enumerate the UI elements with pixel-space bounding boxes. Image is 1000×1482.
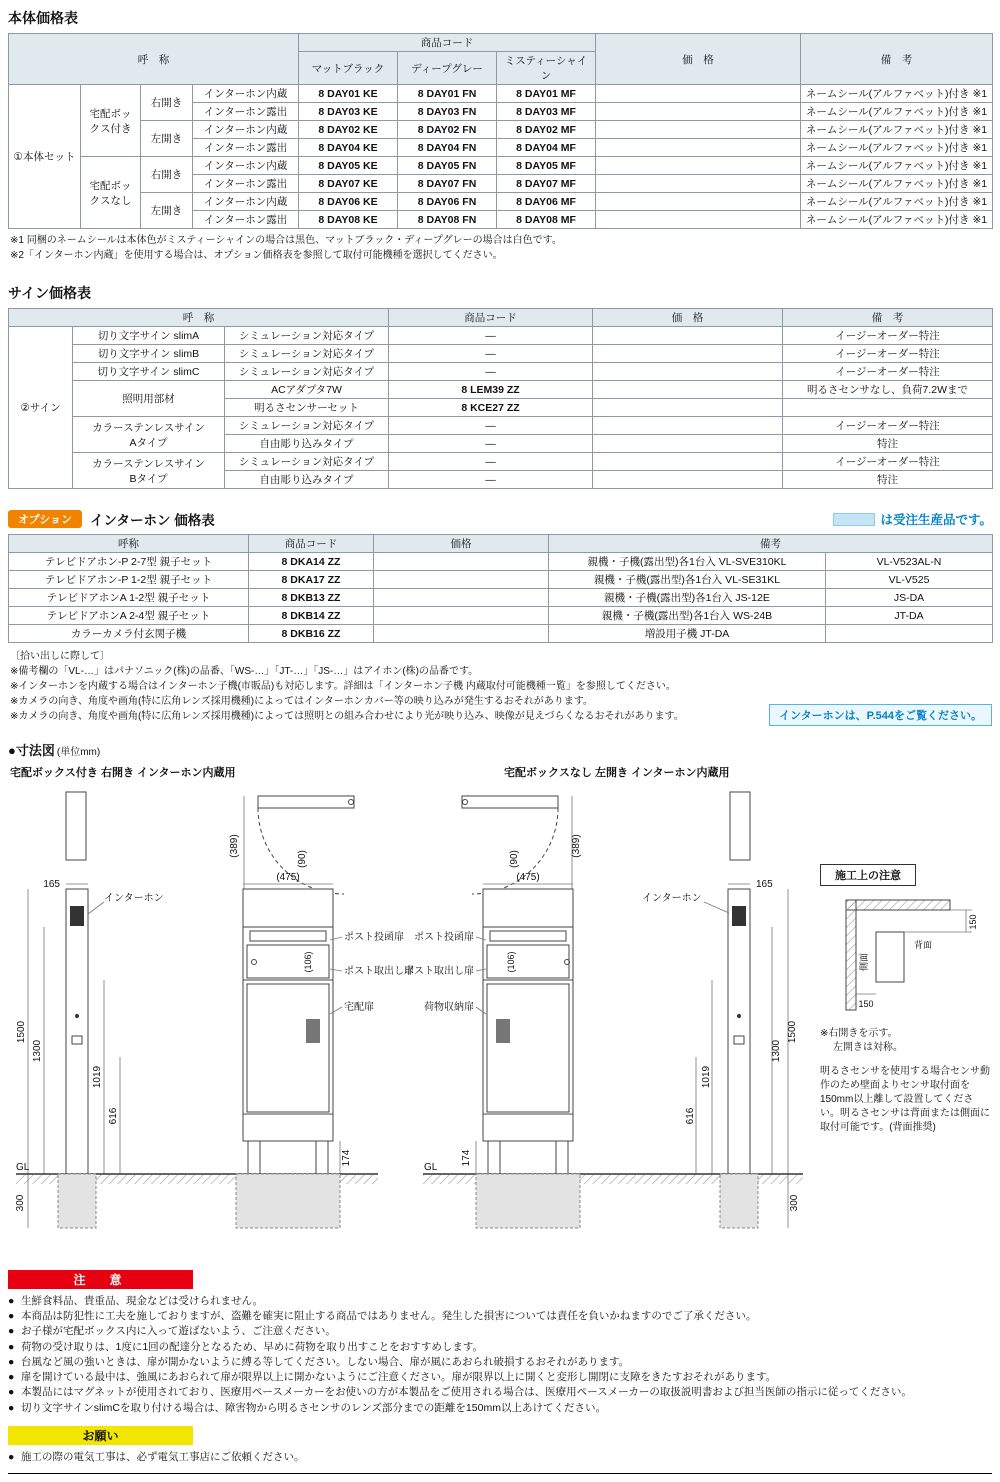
dim-106: (106) xyxy=(506,951,516,973)
table-row xyxy=(9,157,993,175)
remark-cell: VL-V523AL-N xyxy=(826,553,993,571)
box-cell: 宅配ボックスなし xyxy=(81,157,141,229)
footnote: ※インターホンを内蔵する場合はインターホン子機(市販品)も対応します。詳細は「インターホン子機 内蔵取付可能機種一覧」を参照してください。 xyxy=(10,681,676,692)
dim-389: (389) xyxy=(571,834,582,858)
post-takeout-label: ポスト取出し扉 xyxy=(404,966,474,977)
remark-cell: JT-DA xyxy=(826,607,993,625)
dim-1019: 1019 xyxy=(92,1065,103,1089)
dim-1500: 1500 xyxy=(16,1020,27,1044)
code-cell: — xyxy=(389,453,593,471)
code-cell: 8 DAY02 FN xyxy=(398,121,497,139)
type-cell: 自由彫り込みタイプ xyxy=(225,435,389,453)
dim-1300: 1300 xyxy=(771,1039,782,1063)
price-cell xyxy=(593,399,783,417)
name-cell: カラーステンレスサイン Aタイプ xyxy=(73,417,225,453)
box-cell: 宅配ボックス付き xyxy=(81,85,141,157)
dimension-heading xyxy=(8,740,992,760)
name-cell: 切り文字サイン slimB xyxy=(73,345,225,363)
dim-150-side: 150 xyxy=(858,999,874,1009)
table-row xyxy=(9,85,993,103)
dim-90: (90) xyxy=(509,850,520,868)
footnote: ※備考欄の「VL-…」はパナソニック(株)の品番、「WS-…」「JT-…」「JS-…」はアイホン(株)の品番です。 xyxy=(10,666,479,677)
remark-cell: イージーオーダー特注 xyxy=(783,453,993,471)
intercom-unit xyxy=(70,906,84,926)
price-cell xyxy=(596,103,801,121)
remark-header: 備 考 xyxy=(783,309,993,327)
remark-cell xyxy=(783,399,993,417)
price-cell xyxy=(596,193,801,211)
table-row xyxy=(9,327,993,345)
remark-cell: イージーオーダー特注 xyxy=(783,417,993,435)
code-cell: 8 DAY03 MF xyxy=(497,103,596,121)
construction-notes-panel xyxy=(820,864,992,1135)
dim-150-top: 150 xyxy=(968,914,978,930)
type-cell: シミュレーション対応タイプ xyxy=(225,363,389,381)
footnote: ※1 同梱のネームシールは本体色がミスティーシャインの場合は黒色、マットブラック・ディープグレーの場合は白色です。 xyxy=(10,235,562,246)
code-cell: 8 DAY01 FN xyxy=(398,85,497,103)
remark-cell: ネームシール(アルファベット)付き ※1 xyxy=(801,175,993,193)
page-bottom-rule xyxy=(8,1473,992,1474)
intercom-label: インターホン xyxy=(642,893,702,904)
name-cell: テレビドアホンA 2-4型 親子セット xyxy=(9,607,249,625)
name-header: 呼称 xyxy=(9,535,249,553)
made-to-order-legend xyxy=(833,510,992,528)
dim-1300: 1300 xyxy=(32,1039,43,1063)
construction-figure xyxy=(820,894,992,1022)
dim-300: 300 xyxy=(15,1194,26,1212)
dir-cell: 右開き xyxy=(141,157,193,193)
main-price-title: 本体価格表 xyxy=(8,10,78,26)
left-drawing-caption: 宅配ボックス付き 右開き インターホン内蔵用 xyxy=(10,767,236,779)
list-item: ● 荷物の受け取りは、1度に1回の配達分となるため、早めに荷物を取り出すことをおすすめします。 xyxy=(8,1340,484,1353)
option-tag: オプション xyxy=(8,510,82,528)
code-cell: 8 DKB14 ZZ xyxy=(249,607,374,625)
type-cell: シミュレーション対応タイプ xyxy=(225,345,389,363)
dim-616: 616 xyxy=(108,1107,119,1125)
type-cell: インターホン露出 xyxy=(193,103,299,121)
construction-title: 施工上の注意 xyxy=(820,864,916,886)
dim-174: 174 xyxy=(461,1149,472,1167)
price-cell xyxy=(593,345,783,363)
price-cell xyxy=(593,327,783,345)
post-takeout-label: ポスト取出し扉 xyxy=(344,966,414,977)
table-row xyxy=(9,345,993,363)
code-cell: — xyxy=(389,363,593,381)
code-cell: — xyxy=(389,471,593,489)
dim-389: (389) xyxy=(229,834,240,858)
table-row xyxy=(9,589,993,607)
intercom-unit xyxy=(732,906,746,926)
code-cell: 8 DAY03 FN xyxy=(398,103,497,121)
price-header: 価格 xyxy=(374,535,549,553)
intercom-table-title: インターホン 価格表 xyxy=(90,513,215,528)
price-header: 価 格 xyxy=(596,34,801,85)
code-cell: 8 DAY05 KE xyxy=(299,157,398,175)
right-drawing-caption: 宅配ボックスなし 左開き インターホン内蔵用 xyxy=(504,767,730,779)
dim-90: (90) xyxy=(297,850,308,868)
price-cell xyxy=(374,553,549,571)
type-cell: インターホン内蔵 xyxy=(193,193,299,211)
code-cell: 8 LEM39 ZZ xyxy=(389,381,593,399)
caution-list xyxy=(8,1294,992,1416)
intercom-page-link[interactable]: インターホンは、P.544をご覧ください。 xyxy=(769,704,992,726)
remark-cell: ネームシール(アルファベット)付き ※1 xyxy=(801,85,993,103)
price-cell xyxy=(596,121,801,139)
price-cell xyxy=(593,471,783,489)
type-cell: インターホン露出 xyxy=(193,211,299,229)
dir-cell: 右開き xyxy=(141,85,193,121)
intercom-label: インターホン xyxy=(104,893,164,904)
table-row xyxy=(9,381,993,399)
dim-165: 165 xyxy=(756,879,773,890)
code-cell: 8 DAY06 FN xyxy=(398,193,497,211)
code-cell: 8 DAY07 MF xyxy=(497,175,596,193)
remark-cell xyxy=(826,625,993,643)
dimension-title: ●寸法図 xyxy=(8,743,55,758)
type-cell: ACアダプタ7W xyxy=(225,381,389,399)
type-cell: シミュレーション対応タイプ xyxy=(225,327,389,345)
list-item: ● 施工の際の電気工事は、必ず電気工事店にご依頼ください。 xyxy=(8,1450,305,1463)
table-header-row xyxy=(9,309,993,327)
name-cell: 切り文字サイン slimC xyxy=(73,363,225,381)
right-drawing xyxy=(423,792,803,1228)
dim-475: (475) xyxy=(276,872,300,883)
price-cell xyxy=(596,211,801,229)
sign-price-table xyxy=(8,308,993,489)
dim-1500: 1500 xyxy=(787,1020,798,1044)
code-cell: 8 DAY04 FN xyxy=(398,139,497,157)
code-cell: 8 KCE27 ZZ xyxy=(389,399,593,417)
price-cell xyxy=(374,589,549,607)
pillar xyxy=(66,889,88,1174)
list-item: ● 本商品は防犯性に工夫を施しておりますが、盗難を確実に阻止する商品ではありません。発生した損害については責任を負いかねますのでご了承ください。 xyxy=(8,1310,757,1323)
price-cell xyxy=(596,157,801,175)
list-item: ● 切り文字サインslimCを取り付ける場合は、障害物から明るさセンサのレンズ部分までの距離を150mm以上あけてください。 xyxy=(8,1401,606,1414)
dimension-unit: (単位mm) xyxy=(56,747,101,758)
construction-note: ※右開きを示す。 xyxy=(820,1028,898,1039)
type-cell: シミュレーション対応タイプ xyxy=(225,417,389,435)
color-header-mat-black: マットブラック xyxy=(299,52,398,85)
remark-cell: 特注 xyxy=(783,471,993,489)
caution-banner: 注 意 xyxy=(8,1270,193,1289)
code-header: 商品コード xyxy=(299,34,596,52)
code-cell: 8 DAY08 FN xyxy=(398,211,497,229)
code-cell: 8 DAY07 KE xyxy=(299,175,398,193)
price-cell xyxy=(596,139,801,157)
remark-cell: ネームシール(アルファベット)付き ※1 xyxy=(801,193,993,211)
remark-cell: JS-DA xyxy=(826,589,993,607)
remark-cell: ネームシール(アルファベット)付き ※1 xyxy=(801,103,993,121)
table-row xyxy=(9,453,993,471)
remark-cell: VL-V525 xyxy=(826,571,993,589)
name-cell: 照明用部材 xyxy=(73,381,225,417)
price-cell xyxy=(596,85,801,103)
dir-cell: 左開き xyxy=(141,121,193,157)
request-banner: お願い xyxy=(8,1426,193,1445)
code-cell: 8 DAY01 KE xyxy=(299,85,398,103)
post-slot-label: ポスト投函扉 xyxy=(344,932,404,943)
table-row xyxy=(9,121,993,139)
construction-note: 明るさセンサを使用する場合センサ動作のため壁面よりセンサ取付面を150mm以上離して設置してください。明るさセンサは背面または側面に取付可能です。(背面推奨) xyxy=(820,1066,990,1133)
type-cell: インターホン内蔵 xyxy=(193,85,299,103)
code-header: 商品コード xyxy=(249,535,374,553)
price-cell xyxy=(374,607,549,625)
main-price-table xyxy=(8,33,993,229)
footnote: ※2「インターホン内蔵」を使用する場合は、オプション価格表を参照して取付可能機種を選択してください。 xyxy=(10,250,503,261)
legend-swatch xyxy=(833,513,875,526)
table-row xyxy=(9,607,993,625)
code-cell: 8 DAY07 FN xyxy=(398,175,497,193)
code-cell: — xyxy=(389,417,593,435)
sensor-unit xyxy=(876,932,904,982)
intercom-notes xyxy=(10,649,992,724)
type-cell: インターホン内蔵 xyxy=(193,121,299,139)
code-cell: 8 DAY06 MF xyxy=(497,193,596,211)
delivery-door-label: 宅配扉 xyxy=(344,1002,374,1013)
list-item: ● 台風など風の強いときは、扉が開かないように縛る等してください。しない場合、扉が風にあおられ破損するおそれがあります。 xyxy=(8,1355,630,1368)
code-cell: 8 DAY02 KE xyxy=(299,121,398,139)
price-cell xyxy=(593,453,783,471)
code-cell: 8 DAY03 KE xyxy=(299,103,398,121)
code-cell: 8 DKB13 ZZ xyxy=(249,589,374,607)
dim-616: 616 xyxy=(685,1107,696,1125)
footnote: ※カメラの向き、角度や画角(特に広角レンズ採用機種)によっては照明との組み合わせにより光が映り込み、映像が見えづらくなるおそれがあります。 xyxy=(10,711,684,722)
gl-label: GL xyxy=(16,1162,30,1173)
dim-165: 165 xyxy=(43,879,60,890)
name-header: 呼 称 xyxy=(9,309,389,327)
name-header: 呼 称 xyxy=(9,34,299,85)
group-cell: ①本体セット xyxy=(9,85,81,229)
table-row xyxy=(9,625,993,643)
table-row xyxy=(9,363,993,381)
type-cell: 自由彫り込みタイプ xyxy=(225,471,389,489)
price-cell xyxy=(593,381,783,399)
construction-note: 左開きは対称。 xyxy=(833,1042,903,1053)
code-header: 商品コード xyxy=(389,309,593,327)
dir-cell: 左開き xyxy=(141,193,193,229)
back-face-label: 背面 xyxy=(914,940,933,950)
option-header-row xyxy=(8,509,992,529)
code-cell: 8 DAY01 MF xyxy=(497,85,596,103)
list-item: ● お子様が宅配ボックス内に入って遊ばないよう、ご注意ください。 xyxy=(8,1325,336,1338)
remark-cell: ネームシール(アルファベット)付き ※1 xyxy=(801,139,993,157)
name-cell: カラーステンレスサイン Bタイプ xyxy=(73,453,225,489)
side-face-label: 側面 xyxy=(859,952,869,972)
group-cell: ②サイン xyxy=(9,327,73,489)
remark-header: 備 考 xyxy=(801,34,993,85)
table-row xyxy=(9,571,993,589)
table-row xyxy=(9,193,993,211)
code-cell: 8 DKA17 ZZ xyxy=(249,571,374,589)
list-item: ● 扉を開けている最中は、強風にあおられて扉が限界以上に開かないようにご注意ください。扉が限界以上に開くと変形し開閉に支障をきたすおそれがあります。 xyxy=(8,1371,777,1384)
post-slot-label: ポスト投函扉 xyxy=(414,932,474,943)
dim-1019: 1019 xyxy=(701,1065,712,1089)
sign-price-title: サイン価格表 xyxy=(8,285,92,301)
code-cell: — xyxy=(389,435,593,453)
pillar xyxy=(728,889,750,1174)
code-cell: 8 DAY06 KE xyxy=(299,193,398,211)
code-cell: 8 DAY08 MF xyxy=(497,211,596,229)
price-cell xyxy=(593,363,783,381)
pickup-heading: 〔拾い出しに際して〕 xyxy=(10,651,110,662)
remark-cell: 増設用子機 JT-DA xyxy=(549,625,826,643)
remark-cell: 明るさセンサなし、負荷7.2Wまで xyxy=(783,381,993,399)
type-cell: シミュレーション対応タイプ xyxy=(225,453,389,471)
gl-label: GL xyxy=(424,1162,438,1173)
dim-174: 174 xyxy=(341,1149,352,1167)
remark-cell: 親機・子機(露出型)各1台入 JS-12E xyxy=(549,589,826,607)
remark-header: 備考 xyxy=(549,535,993,553)
code-cell: 8 DKB16 ZZ xyxy=(249,625,374,643)
dim-300: 300 xyxy=(789,1194,800,1212)
list-item: ● 生鮮食料品、貴重品、現金などは受けられません。 xyxy=(8,1295,264,1307)
remark-cell: 親機・子機(露出型)各1台入 VL-SE31KL xyxy=(549,571,826,589)
legend-text: は受注生産品です。 xyxy=(880,513,992,527)
table-row xyxy=(9,553,993,571)
table-header-row xyxy=(9,535,993,553)
code-cell: 8 DKA14 ZZ xyxy=(249,553,374,571)
type-cell: 明るさセンサーセット xyxy=(225,399,389,417)
name-cell: テレビドアホン-P 2-7型 親子セット xyxy=(9,553,249,571)
remark-cell: イージーオーダー特注 xyxy=(783,345,993,363)
remark-cell: ネームシール(アルファベット)付き ※1 xyxy=(801,157,993,175)
remark-cell: イージーオーダー特注 xyxy=(783,327,993,345)
request-list xyxy=(8,1450,992,1465)
code-cell: 8 DAY02 MF xyxy=(497,121,596,139)
left-drawing xyxy=(16,792,378,1228)
name-cell: カラーカメラ付玄関子機 xyxy=(9,625,249,643)
footnote: ※カメラの向き、角度や画角(特に広角レンズ採用機種)によってはインターホンカバー等の映り込みが発生するおそれがあります。 xyxy=(10,696,593,707)
remark-cell: イージーオーダー特注 xyxy=(783,363,993,381)
name-cell: テレビドアホンA 1-2型 親子セット xyxy=(9,589,249,607)
type-cell: インターホン内蔵 xyxy=(193,157,299,175)
price-cell xyxy=(593,435,783,453)
remark-cell: 親機・子機(露出型)各1台入 VL-SVE310KL xyxy=(549,553,826,571)
code-cell: 8 DAY04 MF xyxy=(497,139,596,157)
dim-475: (475) xyxy=(516,872,540,883)
price-cell xyxy=(374,625,549,643)
color-header-misty-shine: ミスティーシャイン xyxy=(497,52,596,85)
color-header-deep-gray: ディープグレー xyxy=(398,52,497,85)
code-cell: — xyxy=(389,345,593,363)
remark-cell: ネームシール(アルファベット)付き ※1 xyxy=(801,211,993,229)
price-header: 価 格 xyxy=(593,309,783,327)
price-cell xyxy=(596,175,801,193)
list-item: ● 本製品にはマグネットが使用されており、医療用ペースメーカーをお使いの方が本製品をご使用される場合は、医療用ペースメーカーの取扱説明書および担当医師の指示に従ってください。 xyxy=(8,1386,912,1399)
remark-cell: ネームシール(アルファベット)付き ※1 xyxy=(801,121,993,139)
name-cell: 切り文字サイン slimA xyxy=(73,327,225,345)
code-cell: 8 DAY08 KE xyxy=(299,211,398,229)
dimension-figure-svg xyxy=(8,784,808,1246)
remark-cell: 特注 xyxy=(783,435,993,453)
type-cell: インターホン露出 xyxy=(193,139,299,157)
remark-cell: 親機・子機(露出型)各1台入 WS-24B xyxy=(549,607,826,625)
price-cell xyxy=(593,417,783,435)
table-row xyxy=(9,417,993,435)
table-header-row xyxy=(9,34,993,52)
code-cell: 8 DAY05 FN xyxy=(398,157,497,175)
intercom-price-table xyxy=(8,534,993,643)
code-cell: 8 DAY04 KE xyxy=(299,139,398,157)
dimension-drawings xyxy=(8,764,992,1256)
storage-door-label: 荷物収納扉 xyxy=(424,1002,474,1013)
price-cell xyxy=(374,571,549,589)
name-cell: テレビドアホン-P 1-2型 親子セット xyxy=(9,571,249,589)
code-cell: — xyxy=(389,327,593,345)
dim-106: (106) xyxy=(303,951,313,973)
code-cell: 8 DAY05 MF xyxy=(497,157,596,175)
type-cell: インターホン露出 xyxy=(193,175,299,193)
